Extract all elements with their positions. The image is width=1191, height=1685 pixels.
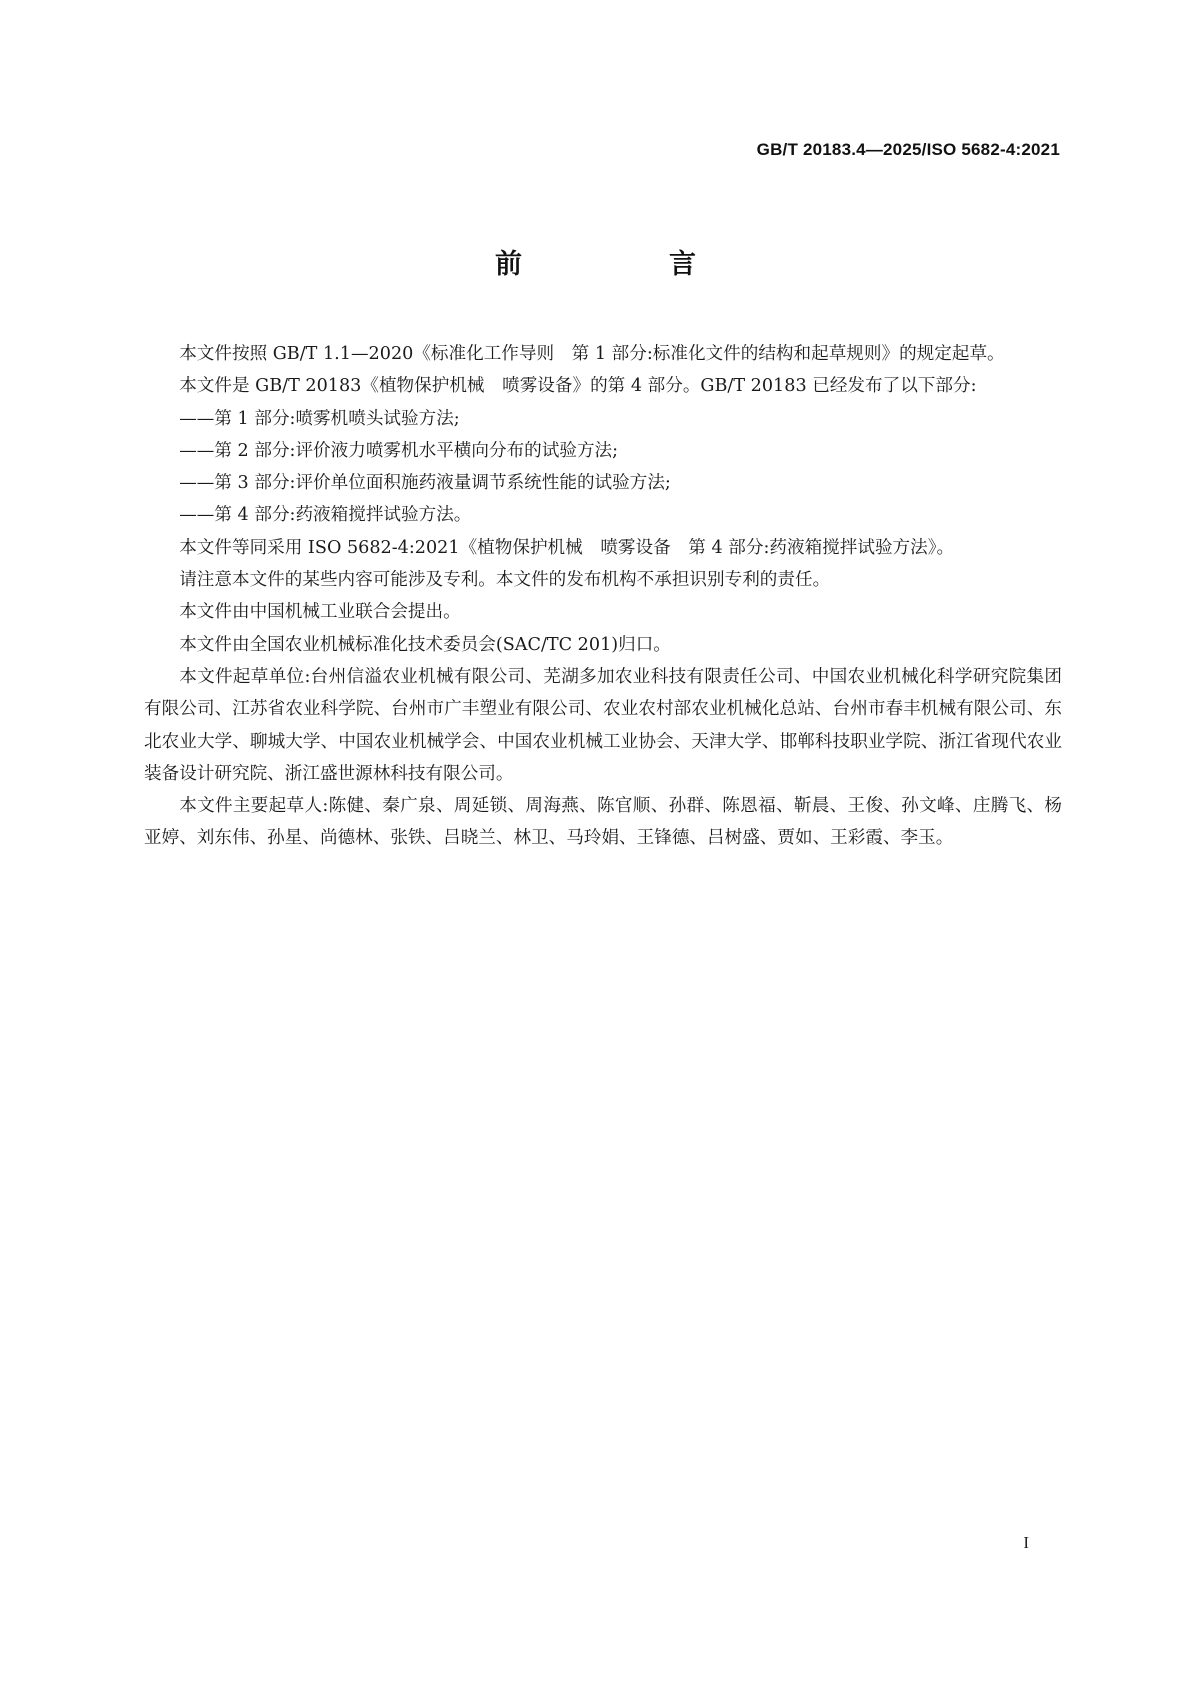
paragraph-committee: 本文件由全国农业机械标准化技术委员会(SAC/TC 201)归口。 (179, 634, 671, 655)
foreword-body (144, 338, 1062, 855)
standard-number-header: GB/T 20183.4—2025/ISO 5682-4:2021 (756, 140, 1060, 159)
list-item-part-3: ——第 3 部分:评价单位面积施药液量调节系统性能的试验方法; (179, 473, 671, 494)
paragraph-drafting-units: 本文件起草单位:台州信溢农业机械有限公司、芜湖多加农业科技有限责任公司、中国农业机械化科学研究院集团有限公司、江苏省农业科学院、台州市广丰塑业有限公司、农业农村部农业机械化总站、台州市春丰机械有限公司、东北农业大学、聊城大学、中国农业机械学会、中国农业机械工业协会、天津大学、邯郸科技职业学院、浙江省现代农业装备设计研究院、浙江盛世源林科技有限公司。 (144, 666, 1062, 784)
paragraph-proposer: 本文件由中国机械工业联合会提出。 (179, 602, 461, 623)
paragraph-drafters: 本文件主要起草人:陈健、秦广泉、周延锁、周海燕、陈官顺、孙群、陈恩福、靳晨、王俊、孙文峰、庄腾飞、杨亚婷、刘东伟、孙星、尚德林、张铁、吕晓兰、林卫、马玲娟、王锋德、吕树盛、贾如、王彩霞、李玉。 (144, 796, 1062, 849)
paragraph-drafting-rules: 本文件按照 GB/T 1.1—2020《标准化工作导则 第 1 部分:标准化文件的结构和起草规则》的规定起草。 (179, 344, 1005, 364)
list-item-part-2: ——第 2 部分:评价液力喷雾机水平横向分布的试验方法; (179, 440, 619, 461)
page-number: I (1023, 1533, 1029, 1552)
paragraph-iso-adoption: 本文件等同采用 ISO 5682-4:2021《植物保护机械 喷雾设备 第 4 部分:药液箱搅拌试验方法》。 (179, 537, 955, 558)
paragraph-patent-notice: 请注意本文件的某些内容可能涉及专利。本文件的发布机构不承担识别专利的责任。 (179, 570, 831, 591)
list-item-part-1: ——第 1 部分:喷雾机喷头试验方法; (179, 408, 460, 429)
paragraph-series-intro: 本文件是 GB/T 20183《植物保护机械 喷雾设备》的第 4 部分。GB/T 20183 已经发布了以下部分: (179, 376, 977, 397)
list-item-part-4: ——第 4 部分:药液箱搅拌试验方法。 (179, 505, 472, 526)
page-title: 前 言 (495, 249, 756, 280)
